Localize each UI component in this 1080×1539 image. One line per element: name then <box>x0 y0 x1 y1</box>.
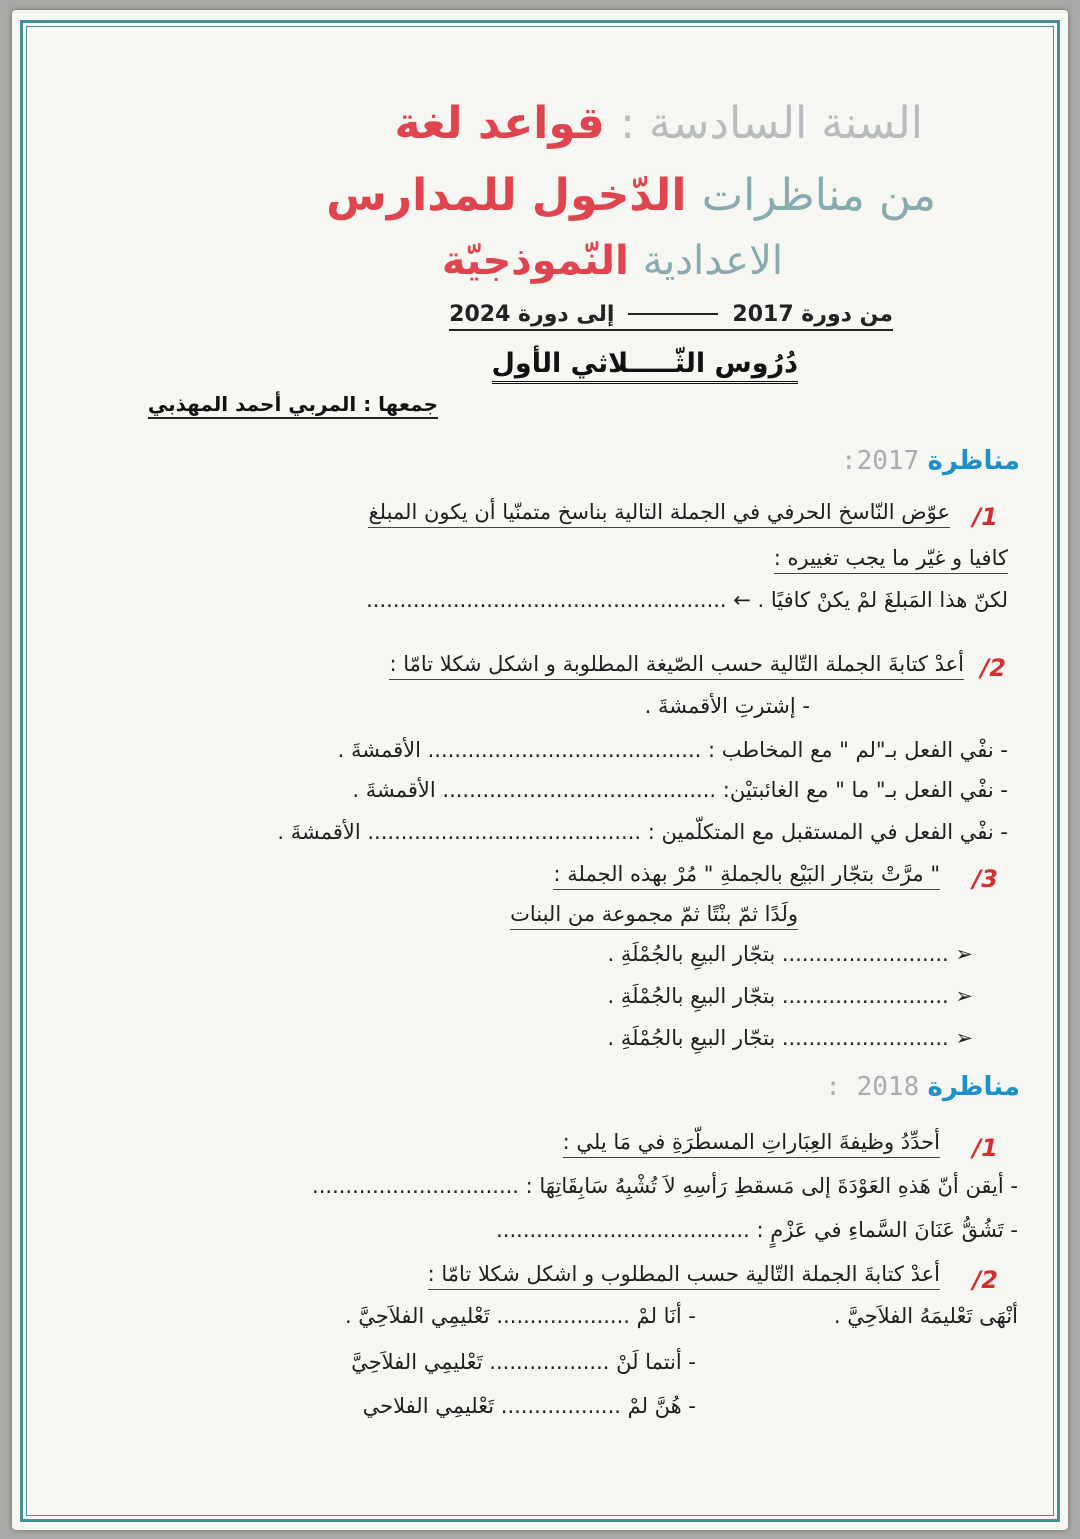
year-range <box>449 302 893 331</box>
question-text: أحدِّدُ وظيفةَ العِبَاراتِ المسطّرَةِ في مَا يلي : <box>563 1130 940 1158</box>
lessons-heading: دُرُوس الثّـــــلاثي الأول <box>492 348 799 384</box>
year-from-label: من دورة <box>801 302 893 327</box>
year-from-value: 2017 <box>732 302 794 327</box>
title-entrance: الدّخول للمدارس <box>326 170 687 221</box>
session-label: مناظرة <box>927 1072 1020 1102</box>
answer-line: ➢ ......................... بتجّار البيعِ بالجُمْلَةِ . <box>607 942 973 966</box>
question-line: - نفْي الفعل بـ" ما " مع الغائبتيْن: ......................................... الأقمشةَ . <box>352 778 1008 802</box>
session-year: 2018 : <box>825 1072 920 1102</box>
answer-line: - أنتما لَنْ .................. تَعْليمِي الفلاَحِيَّ <box>351 1350 696 1374</box>
question-number: 3/ <box>972 865 998 893</box>
question-line: - نفْي الفعل في المستقبل مع المتكلّمين : ......................................... الأقمشةَ . <box>277 820 1008 844</box>
question-text: " مرَّتْ بتجّار البَيْع بالجملةِ " مُرْ بهذه الجملة : <box>553 862 940 890</box>
title-line-2 <box>326 170 936 221</box>
question-number: 1/ <box>972 503 998 531</box>
session-heading-2018 <box>825 1072 1020 1102</box>
question-number: 2/ <box>980 654 1006 682</box>
question-text: ولَدًا ثمّ بنْتًا ثمّ مجموعة من البنات <box>510 902 798 930</box>
question-text: عوّض النّاسخ الحرفي في الجملة التالية بناسخ متمنّيا أن يكون المبلغ <box>368 500 950 528</box>
answer-line: - هُنَّ لمْ .................. تَعْليمِي الفلاحي <box>362 1394 696 1418</box>
session-year: 2017: <box>840 446 920 476</box>
title-grade: السنة السادسة : <box>620 98 923 149</box>
question-text: أعدْ كتابةَ الجملة التّالية حسب المطلوب و اشكل شكلا تامّا : <box>428 1262 940 1290</box>
question-text: أعدْ كتابةَ الجملة التّالية حسب الصّيغة المطلوبة و اشكل شكلا تامّا : <box>389 652 964 680</box>
worksheet-page <box>12 10 1068 1530</box>
page-content <box>12 10 1068 1530</box>
question-line: - تَشُقُّ عَنَانَ السَّماءِ في عَزْمٍ : ...................................... <box>496 1218 1018 1242</box>
title-line-1 <box>394 98 923 149</box>
question-line: أنْهَى تَعْليمَهُ الفلاَحِيَّ . <box>833 1304 1018 1328</box>
question-line: - نفْي الفعل بـ"لم " مع المخاطب : ......................................... الأقمشةَ . <box>337 738 1008 762</box>
year-to-label: إلى دورة <box>518 302 615 327</box>
answer-line: ➢ ......................... بتجّار البيعِ بالجُمْلَةِ . <box>607 1026 973 1050</box>
year-to-value: 2024 <box>449 302 511 327</box>
question-number: 1/ <box>972 1134 998 1162</box>
question-text: كافيا و غيّر ما يجب تغييره : <box>774 546 1008 574</box>
title-model: النّموذجيّة <box>441 238 629 284</box>
question-line: - إشترتِ الأقمشةَ . <box>644 694 810 718</box>
answer-line: ➢ ......................... بتجّار البيعِ بالجُمْلَةِ . <box>607 984 973 1008</box>
title-preparatory: الاعدادية <box>642 238 783 284</box>
title-subject: قواعد لغة <box>394 98 605 149</box>
compiler-credit: جمعها : المربي أحمد المهذبي <box>148 392 438 419</box>
title-line-3 <box>442 238 783 284</box>
session-heading-2017 <box>841 446 1020 476</box>
question-line: - أيقن أنّ هَذهِ العَوْدَةَ إلى مَسقطِ رَأسِهِ لاَ تُشْبِهُ سَابِقَاتِهَا : ............................... <box>312 1174 1018 1198</box>
question-number: 2/ <box>972 1266 998 1294</box>
question-line: لكنّ هذا المَبلغَ لمْ يكنْ كافيًا . ← ...................................................... <box>366 588 1008 612</box>
session-label: مناظرة <box>927 446 1020 476</box>
title-from-exams: من مناظرات <box>701 170 936 221</box>
answer-line: - أنَا لمْ .................... تَعْليمِي الفلاَحِيَّ . <box>344 1304 696 1328</box>
year-range-dash <box>628 313 718 315</box>
